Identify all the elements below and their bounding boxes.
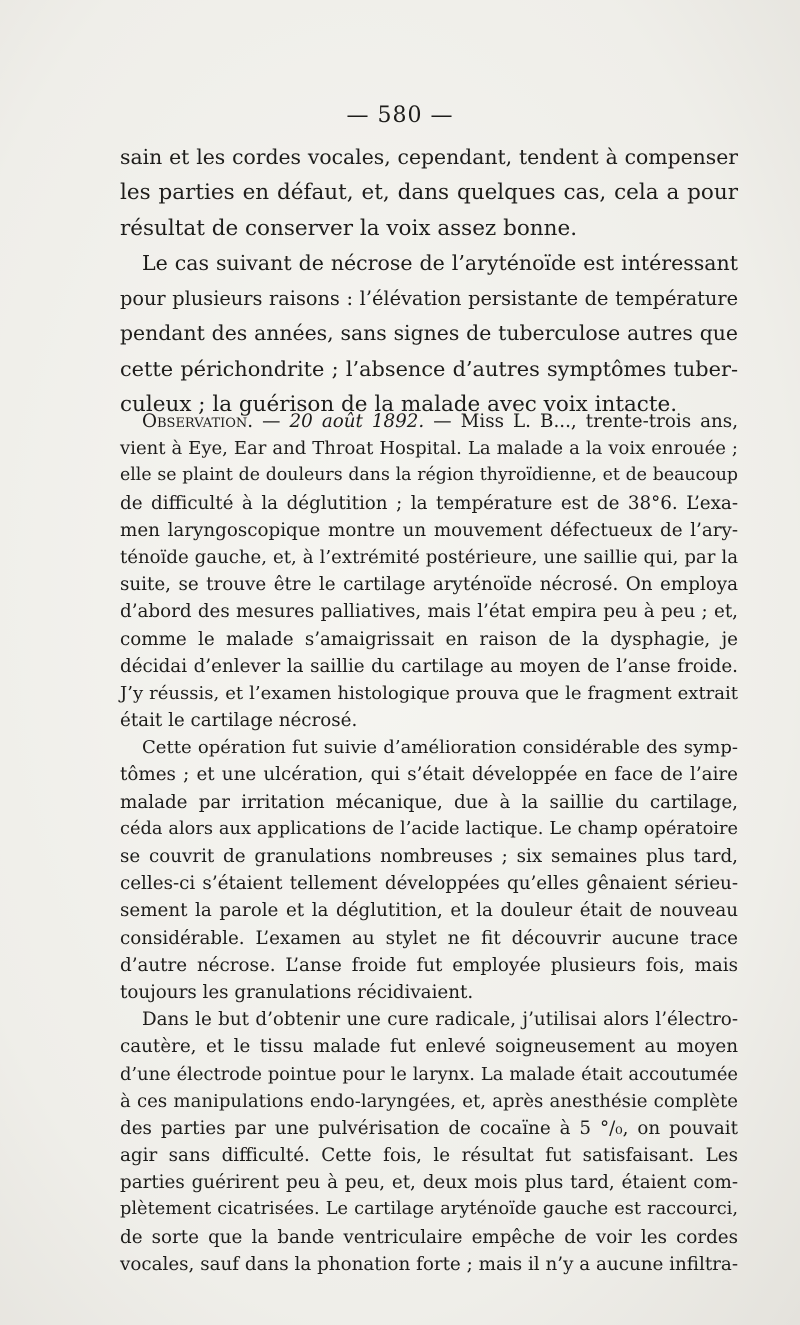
observation-patient: — Miss L. B..., trente-trois ans, <box>424 411 738 432</box>
text-line: tômes ; et une ulcération, qui s’était développée en face de l’aire <box>120 764 738 786</box>
text-line: Cette opération fut suivie d’amélioration considérable des symp- <box>142 737 738 759</box>
text-line: vocales, sauf dans la phonation forte ; mais il n’y a aucune infiltra- <box>120 1253 738 1275</box>
observation-dash: — <box>253 411 290 432</box>
text-line: toujours les granulations récidivaient. <box>120 981 474 1003</box>
text-line: Le cas suivant de nécrose de l’aryténoïde est intéressant <box>142 250 738 275</box>
text-line: sement la parole et la déglutition, et la douleur était de nouveau <box>120 900 738 922</box>
observation-section <box>120 408 738 1278</box>
text-line: Dans le but d’obtenir une cure radicale, j’utilisai alors l’électro- <box>142 1009 738 1031</box>
text-line: d’une électrode pointue pour le larynx. La malade était accoutumée <box>120 1063 738 1085</box>
text-line: elle se plaint de douleurs dans la région thyroïdienne, et de beaucoup <box>120 465 738 486</box>
text-line: de sorte que la bande ventriculaire empêche de voir les cordes <box>120 1226 738 1248</box>
text-line: J’y réussis, et l’examen histologique prouva que le fragment extrait <box>120 682 738 704</box>
text-line: plètement cicatrisées. Le cartilage aryténoïde gauche est raccourci, <box>120 1199 738 1220</box>
text-line: d’autre nécrose. L’anse froide fut employée plusieurs fois, mais <box>120 954 738 976</box>
text-line: suite, se trouve être le cartilage aryténoïde nécrosé. On employa <box>120 574 738 596</box>
text-line: des parties par une pulvérisation de cocaïne à 5 °/₀, on pouvait <box>120 1117 738 1139</box>
text-line: à ces manipulations endo-laryngées, et, après anesthésie complète <box>120 1090 738 1112</box>
text-line: céda alors aux applications de l’acide lactique. Le champ opératoire <box>120 818 738 839</box>
text-line: malade par irritation mécanique, due à la saillie du cartilage, <box>120 791 738 813</box>
text-line: parties guérirent peu à peu, et, deux mois plus tard, étaient com- <box>120 1172 738 1194</box>
text-line: les parties en défaut, et, dans quelques cas, cela a pour <box>120 180 738 206</box>
text-line: men laryngoscopique montre un mouvement défectueux de l’ary- <box>120 519 738 541</box>
observation-heading-line <box>120 408 738 435</box>
text-line: cette périchondrite ; l’absence d’autres symptômes tuber- <box>120 356 738 381</box>
text-line: se couvrit de granulations nombreuses ; six semaines plus tard, <box>120 846 738 867</box>
text-line: agir sans difficulté. Cette fois, le résultat fut satisfaisant. Les <box>120 1145 738 1167</box>
text-line: culeux ; la guérison de la malade avec voix intacte. <box>120 392 678 418</box>
text-line: considérable. L’examen au stylet ne fit découvrir aucune trace <box>120 927 738 949</box>
text-line: d’abord des mesures palliatives, mais l’état empira peu à peu ; et, <box>120 601 738 623</box>
text-line: pour plusieurs raisons : l’élévation persistante de température <box>120 287 738 311</box>
text-line: décidai d’enlever la saillie du cartilage au moyen de l’anse froide. <box>120 655 738 677</box>
observation-date: 20 août 1892. <box>289 411 425 432</box>
text-line: était le cartilage nécrosé. <box>120 710 358 732</box>
text-line: ténoïde gauche, et, à l’extrémité postérieure, une saillie qui, par la <box>120 546 738 568</box>
intro-paragraphs <box>120 140 738 422</box>
observation-label: Observation. <box>142 411 254 432</box>
text-line: cautère, et le tissu malade fut enlevé soigneusement au moyen <box>120 1036 738 1058</box>
text-line: celles-ci s’étaient tellement développées qu’elles gênaient sérieu- <box>120 873 738 895</box>
text-line: vient à Eye, Ear and Throat Hospital. La malade a la voix enrouée ; <box>120 438 738 460</box>
text-line: résultat de conserver la voix assez bonne. <box>120 215 578 241</box>
page-number: — 580 — <box>346 103 454 128</box>
text-line: de difficulté à la déglutition ; la température est de 38°6. L’exa- <box>120 492 738 514</box>
text-line: sain et les cordes vocales, cependant, tendent à compenser <box>120 145 738 169</box>
text-line: pendant des années, sans signes de tuberculose autres que <box>120 321 738 346</box>
text-line: comme le malade s’amaigrissait en raison de la dysphagie, je <box>120 628 738 650</box>
